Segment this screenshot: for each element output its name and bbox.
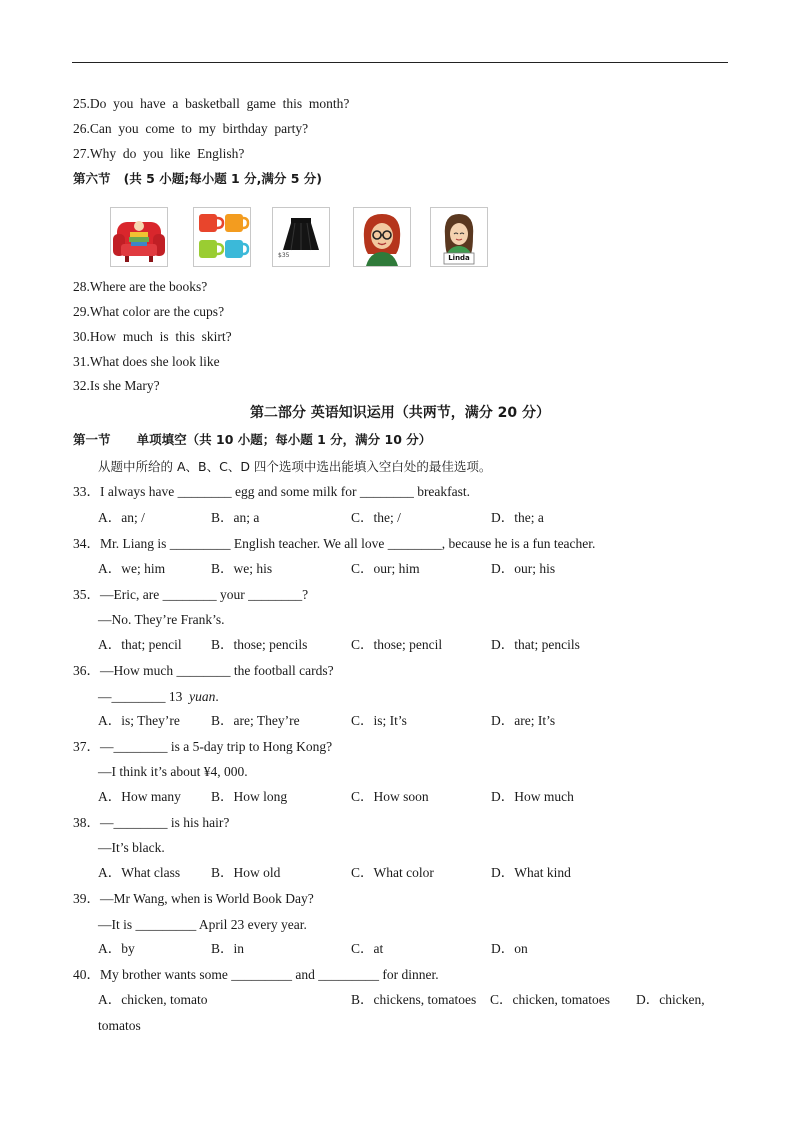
question-38-stem: 38．—________ is his hair? [73, 815, 230, 830]
question-36-stem: 36．—How much ________ the football cards? [73, 663, 334, 678]
question-34-stem: 34．Mr. Liang is _________ English teacher. We all love ________, because he is a fun teacher. [73, 536, 596, 551]
name-tag-linda: Linda [448, 254, 470, 262]
picture-woman-glasses [353, 207, 411, 267]
q40-option-a: A．chicken, tomato [98, 992, 208, 1007]
q34-option-a: A．we; him [98, 561, 166, 576]
question-38-reply: —It’s black. [98, 840, 165, 855]
question-25: 25.Do you have a basketball game this month? [73, 96, 350, 111]
q35-option-a: A．that; pencil [98, 637, 182, 652]
q39-option-b: B．in [211, 941, 245, 956]
q35-option-b: B．those; pencils [211, 637, 308, 652]
picture-cups [193, 207, 251, 267]
q38-option-c: C．What color [351, 865, 434, 880]
question-35-reply: —No. They’re Frank’s. [98, 612, 225, 627]
section-1-heading [73, 431, 431, 449]
q36-option-d: D．are; It’s [491, 713, 556, 728]
header-rule [72, 62, 728, 63]
question-28: 28.Where are the books? [73, 279, 208, 294]
question-39-stem: 39．—Mr Wang, when is World Book Day? [73, 891, 314, 906]
question-33-stem: 33．I always have ________ egg and some milk for ________ breakfast. [73, 484, 471, 499]
section-6-heading [73, 170, 322, 188]
picture-armchair-books [110, 207, 168, 267]
section-6-label: 第六节 [73, 171, 111, 186]
question-31: 31.What does she look like [73, 354, 220, 369]
q35-option-c: C．those; pencil [351, 637, 443, 652]
picture-skirt [272, 207, 330, 267]
section-1-info: 单项填空（共 10 小题；每小题 1 分，满分 10 分） [136, 432, 432, 447]
q40-option-d: D．chicken, [636, 992, 705, 1007]
q37-option-a: A．How many [98, 789, 181, 804]
q36-option-b: B．are; They’re [211, 713, 300, 728]
q37-option-c: C．How soon [351, 789, 429, 804]
section-6-info: (共 5 小题;每小题 1 分,满分 5 分) [123, 171, 322, 186]
section-1-label: 第一节 [73, 432, 111, 447]
question-39-reply: —It is _________ April 23 every year. [98, 917, 307, 932]
q33-option-b: B．an; a [211, 510, 260, 525]
question-37-stem: 37．—________ is a 5-day trip to Hong Kong? [73, 739, 333, 754]
question-32: 32.Is she Mary? [73, 378, 160, 393]
q38-option-a: A．What class [98, 865, 181, 880]
q33-option-a: A．an; / [98, 510, 145, 525]
question-35-stem: 35．—Eric, are ________ your ________? [73, 587, 309, 602]
question-26: 26.Can you come to my birthday party? [73, 121, 309, 136]
q33-option-d: D．the; a [491, 510, 544, 525]
instruction-text: 从题中所给的 A、B、C、D 四个选项中选出能填入空白处的最佳选项。 [98, 459, 492, 474]
question-36-reply [98, 688, 219, 706]
q40-option-c: C．chicken, tomatoes [490, 992, 610, 1007]
q37-option-d: D．How much [491, 789, 574, 804]
q40-option-b: B．chickens, tomatoes [351, 992, 477, 1007]
question-27: 27.Why do you like English? [73, 146, 245, 161]
q39-option-a: A．by [98, 941, 135, 956]
question-30: 30.How much is this skirt? [73, 329, 232, 344]
q34-option-c: C．our; him [351, 561, 420, 576]
q36-reply-end: . [215, 689, 219, 704]
q39-option-c: C．at [351, 941, 384, 956]
q36-reply-start: —________ 13 [98, 689, 190, 704]
q40-option-d-wrap: tomatos [98, 1018, 141, 1033]
q36-reply-yuan: yuan [189, 689, 216, 704]
q33-option-c: C．the; / [351, 510, 401, 525]
q36-option-c: C．is; It’s [351, 713, 407, 728]
question-29: 29.What color are the cups? [73, 304, 225, 319]
q34-option-b: B．we; his [211, 561, 273, 576]
question-37-reply: —I think it’s about ¥4, 000. [98, 764, 248, 779]
q35-option-d: D．that; pencils [491, 637, 580, 652]
part-2-title: 第二部分 英语知识运用（共两节，满分 20 分） [249, 405, 551, 421]
skirt-price-tag: $35 [278, 252, 290, 259]
q34-option-d: D．our; his [491, 561, 556, 576]
q36-option-a: A．is; They’re [98, 713, 180, 728]
q38-option-b: B．How old [211, 865, 281, 880]
picture-girl-linda [430, 207, 488, 267]
q37-option-b: B．How long [211, 789, 288, 804]
q39-option-d: D．on [491, 941, 528, 956]
q38-option-d: D．What kind [491, 865, 571, 880]
question-40-stem: 40．My brother wants some _________ and _________ for dinner. [73, 967, 439, 982]
